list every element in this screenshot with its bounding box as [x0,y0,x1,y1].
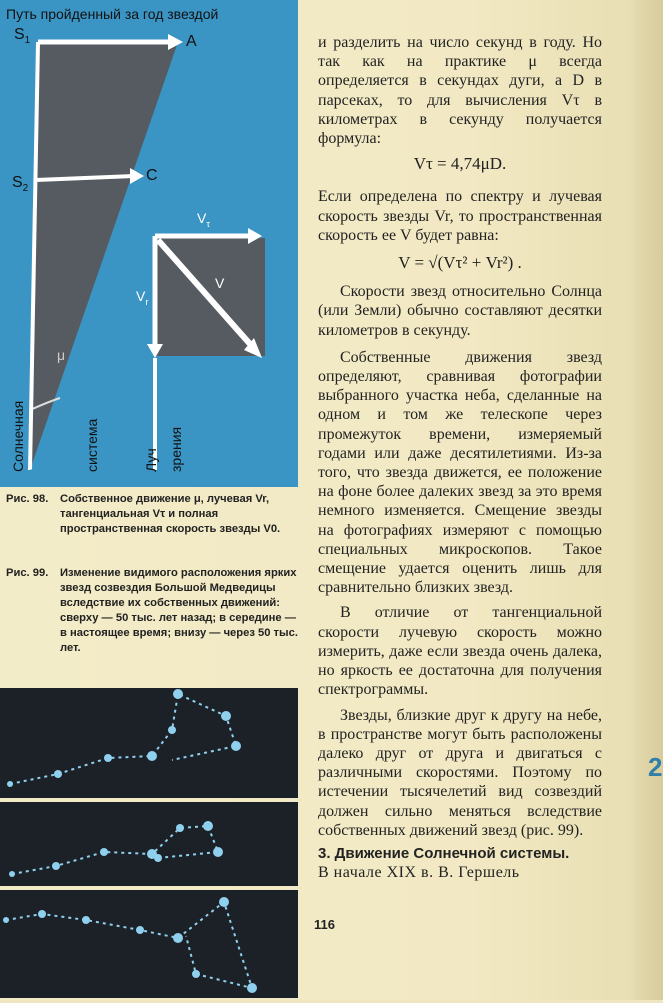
caption-fig98 [6,492,298,554]
label-luch: Луч [143,448,159,472]
paragraph-1: и разделить на число секунд в году. Но так как на практике μ всегда определяется в секундах дуги, а D в парсеках, то для вычисления Vτ в километрах в секунду получается формула: [318,34,602,148]
label-solnechnaya: Солнечная [10,400,26,472]
page-number: 116 [314,917,335,932]
section-title: 3. Движение Солнечной системы. [318,844,570,862]
point-c-label: C [146,167,158,184]
figure-98-title: Путь пройденный за год звездой [6,6,219,22]
paragraph-6: Звезды, близкие друг к другу на небе, в пространстве могут быть расположены далеко друг от друга и двигаться с различными скоростями. Поэтому по истечении тысячелетий вид созвездий должен сильно меняться вследствие собственных движений звезд (рис. 99). [318,706,602,839]
big-dipper-future [0,890,298,998]
mu-label: μ [57,347,66,363]
section-heading [318,844,602,863]
paragraph-7: В начале XIX в. В. Гершель [318,864,520,882]
big-dipper-present [0,802,298,886]
paragraph-5: В отличие от тангенциальной скорости лучевую скорость можно измерить, даже если звезда очень далека, но яркость ее достаточна для получения спектрограммы. [318,604,602,699]
paragraph-2: Если определена по спектру и лучевая скорость звезды Vr, то пространственная скорость ее V будет равна: [318,188,602,244]
point-a-label: A [186,33,197,50]
page-edge [635,0,663,1000]
paragraph-3: Скорости звезд относительно Солнца (или Земли) обычно составляют десятки километров в секунду. [318,283,602,339]
label-sistema: система [84,418,100,472]
vt-label: $V_\tau$ [197,210,210,229]
formula-vt: Vτ = 4,74μD. [413,154,507,174]
caption-fig98-number: Рис. 98. [6,493,49,505]
point-s2-label: $S_2$ [12,174,29,195]
v-label: V [215,275,225,291]
label-zreniya: зрения [168,426,184,472]
caption-fig98-text: Собственное движение μ, лучевая Vr, тангенциальная Vτ и полная пространственная скорость звезды V0. [60,493,281,535]
main-text-column [318,33,602,882]
caption-fig99-number: Рис. 99. [6,567,49,579]
paragraph-4: Собственные движения звезд определяют, сравнивая фотографии выбранного участка неба, сделанные на одном и том же телескопе через промежуток времени, измеряемый годами или даже десятилетиями. Из-за того, что звезда движется, ее положение на фоне более далеких звезд за это время немного изменяется. Смещение звезды на фотографиях измеряют с помощью специальных микроскопов. Такое смещение удается оценить лишь для сравнительно близких звезд. [318,348,602,597]
vr-label: $V_r$ [136,288,149,307]
point-s1-label: $S_1$ [14,26,31,47]
figure-98-diagram [0,0,298,487]
big-dipper-past [0,688,298,798]
caption-fig99-text: Изменение видимого расположения ярких звезд созвездия Большой Медведицы вследствие их собственных движений: сверху — 50 тыс. лет назад; в середине — в настоящее время; внизу — через 50 тыс. лет. [60,567,298,654]
sky-panel-present [0,802,298,886]
sky-panel-future [0,890,298,998]
formula-v: V = √(Vτ² + Vr²) . [398,253,522,273]
caption-fig99 [6,566,298,678]
sky-panel-past [0,688,298,798]
chapter-tab-number: 2 [648,752,663,782]
velocity-diagram [0,0,298,487]
